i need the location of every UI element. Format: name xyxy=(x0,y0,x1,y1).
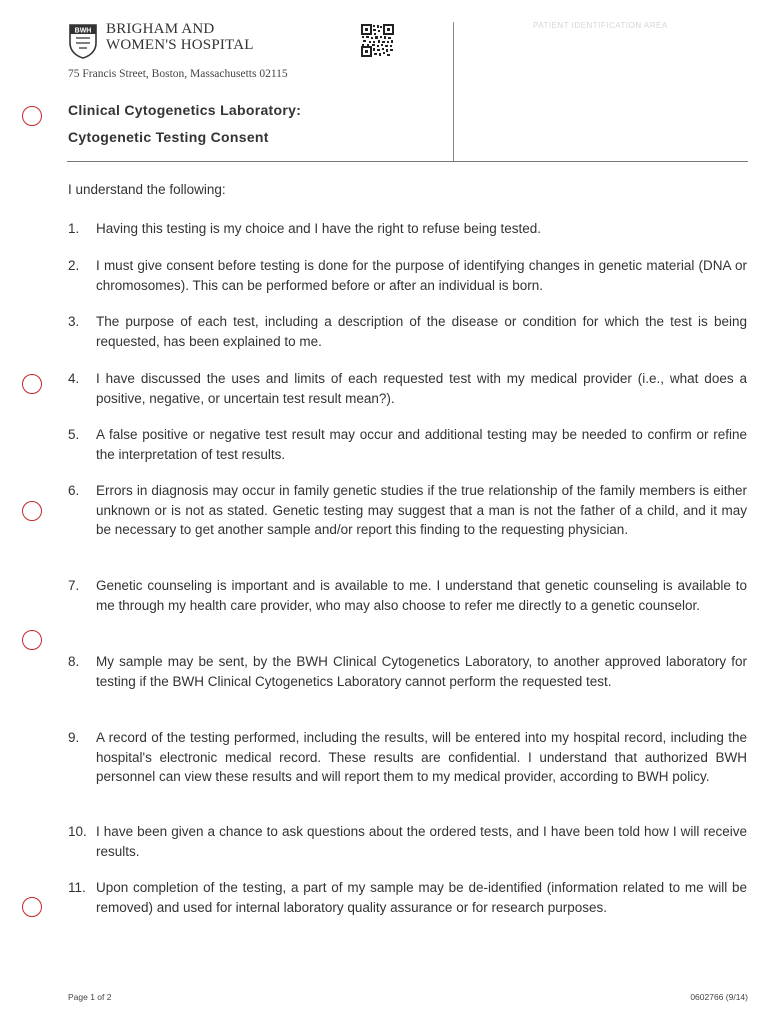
list-item-number: 7. xyxy=(68,578,80,593)
punch-hole-marker xyxy=(22,630,42,650)
list-item-number: 5. xyxy=(68,427,80,442)
document-title-line2: Cytogenetic Testing Consent xyxy=(68,129,269,145)
hospital-address: 75 Francis Street, Boston, Massachusetts 02115 xyxy=(68,68,288,80)
document-title-line1: Clinical Cytogenetics Laboratory: xyxy=(68,102,302,118)
intro-statement: I understand the following: xyxy=(68,182,226,197)
list-item-number: 8. xyxy=(68,654,80,669)
list-item-number: 3. xyxy=(68,314,80,329)
list-item-number: 1. xyxy=(68,221,80,236)
list-item-number: 9. xyxy=(68,730,80,745)
hospital-name-line2: WOMEN'S HOSPITAL xyxy=(106,37,254,53)
list-item-number: 6. xyxy=(68,483,80,498)
list-item-text: Genetic counseling is important and is available to me. I understand that genetic counseling is available to me through my health care provider, who may also choose to refer me directly to a genetic counselor. xyxy=(96,578,747,613)
page-number: Page 1 of 2 xyxy=(68,992,112,1002)
header-horizontal-divider xyxy=(67,161,748,162)
list-item-text: My sample may be sent, by the BWH Clinical Cytogenetics Laboratory, to another approved laboratory for testing if the BWH Clinical Cytogenetics Laboratory cannot perform the requested test. xyxy=(96,654,747,689)
list-item-text: I have discussed the uses and limits of each requested test with my medical provider (i.e., what does a positive, negative, or uncertain test result mean?). xyxy=(96,371,747,406)
punch-hole-marker xyxy=(22,374,42,394)
punch-hole-marker xyxy=(22,501,42,521)
list-item-text: Upon completion of the testing, a part of my sample may be de-identified (information related to me will be removed) and used for internal laboratory quality assurance or for research purposes. xyxy=(96,880,747,915)
punch-hole-marker xyxy=(22,897,42,917)
list-item-text: A record of the testing performed, including the results, will be entered into my hospital record, including the hospital's electronic medical record. These results are confidential. I understand that authorized BWH personnel can view these results and will report them to my medical provider, according to BWH policy. xyxy=(96,730,747,784)
hospital-name xyxy=(106,21,254,53)
qr-code xyxy=(361,24,394,57)
form-code: 0602766 (9/14) xyxy=(690,992,748,1002)
list-item-text: I have been given a chance to ask questions about the ordered tests, and I have been told how I will receive results. xyxy=(96,824,747,859)
list-item-text: Having this testing is my choice and I have the right to refuse being tested. xyxy=(96,221,541,236)
list-item-text: The purpose of each test, including a description of the disease or condition for which the test is being requested, has been explained to me. xyxy=(96,314,747,349)
list-item-text: A false positive or negative test result may occur and additional testing may be needed to confirm or refine the interpretation of test results. xyxy=(96,427,747,462)
logo-text: BWH xyxy=(74,27,92,35)
hospital-shield-logo xyxy=(68,23,98,59)
list-item-number: 4. xyxy=(68,371,80,386)
list-item-number: 10. xyxy=(68,824,87,839)
list-item-number: 11. xyxy=(68,880,86,895)
list-item-text: I must give consent before testing is done for the purpose of identifying changes in genetic material (DNA or chromosomes). This can be performed before or after an individual is born. xyxy=(96,258,747,293)
header-vertical-divider xyxy=(453,22,454,161)
list-item-number: 2. xyxy=(68,258,80,273)
list-item-text: Errors in diagnosis may occur in family genetic studies if the true relationship of the family members is either unknown or is not as stated. Genetic testing may suggest that a man is not the father of a child, and it may be necessary to get another sample and/or report this finding to the requesting physician. xyxy=(96,483,747,537)
patient-identification-area: PATIENT IDENTIFICATION AREA xyxy=(533,21,668,30)
punch-hole-marker xyxy=(22,106,42,126)
hospital-name-line1: BRIGHAM AND xyxy=(106,21,215,37)
